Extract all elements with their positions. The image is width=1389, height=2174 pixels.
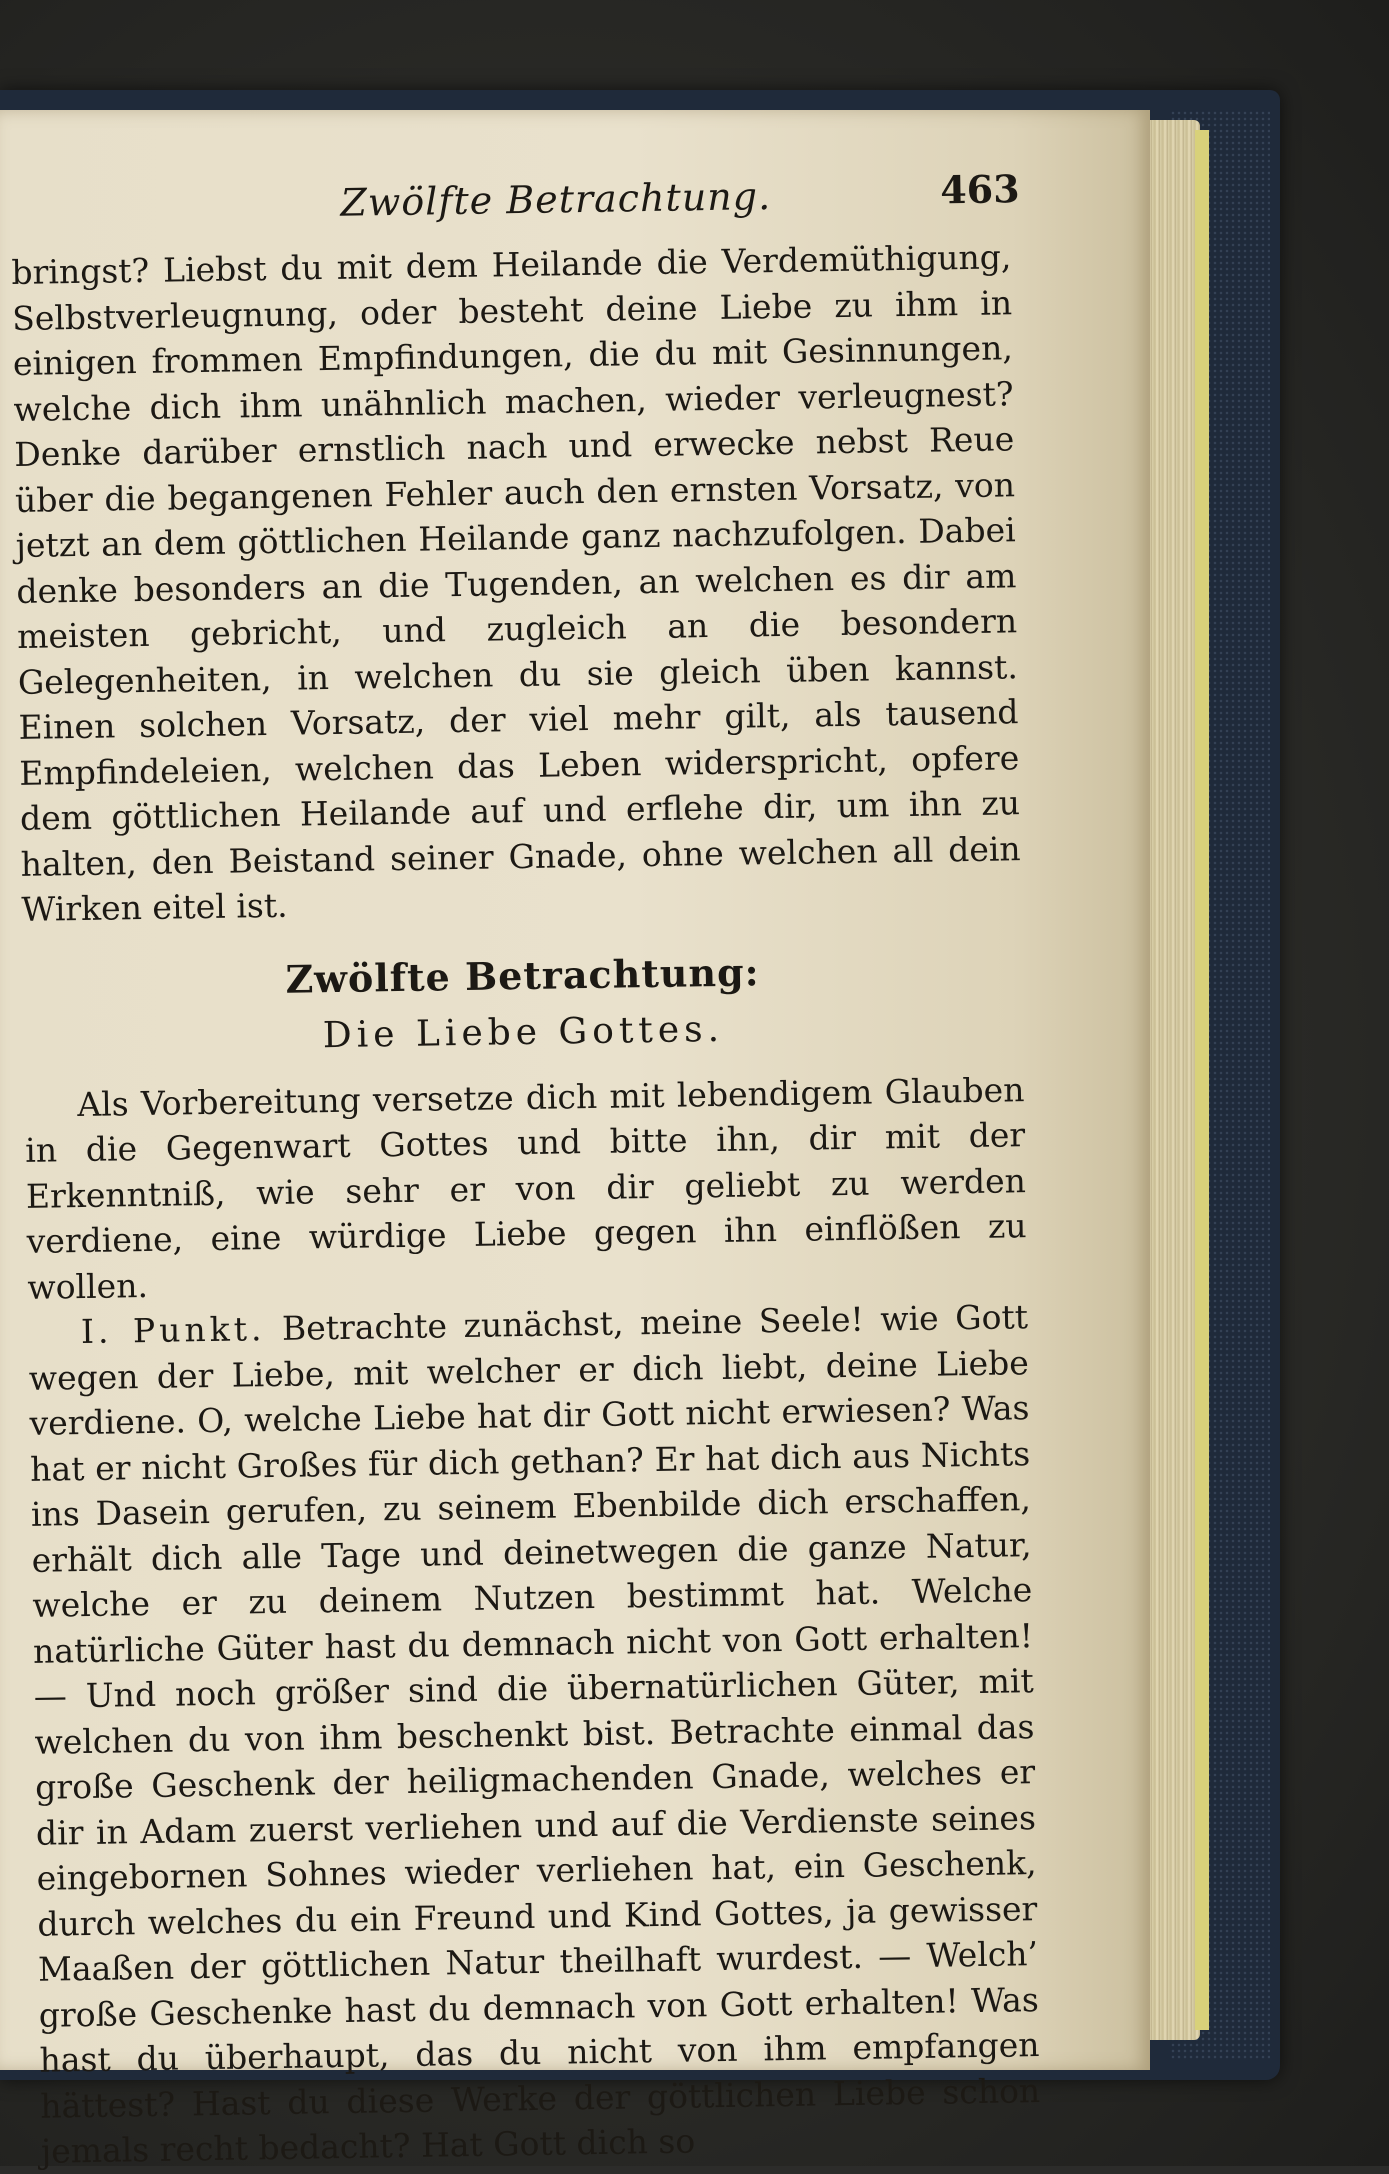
paragraph-continued: bringst? Liebst du mit dem Heilande die Verdemüthigung, Selbstverleugnung, oder besteht deine Liebe zu ihm in einigen frommen Empfindungen, die du mit Gesinnungen, welche dich ihm unähnlich machen, wieder verleugnest? Denke darüber ernstlich nach und erwecke nebst Reue über die begangenen Fehler auch den ernsten Vorsatz, von jetzt an dem göttlichen Heilande ganz nachzufolgen. Dabei denke besonders an die Tugenden, an welchen es dir am meisten gebricht, und zugleich an die besondern Gelegenheiten, in welchen du sie gleich üben kannst. Einen solchen Vorsatz, der viel mehr gilt, als tausend Empfindeleien, welchen das Leben widerspricht, opfere dem göttlichen Heilande auf und erflehe dir, um ihn zu halten, den Beistand seiner Gnade, ohne welchen all dein Wirken eitel ist. bbox=[11, 237, 1021, 929]
running-title: Zwölfte Betrachtung. bbox=[340, 174, 772, 225]
point-text: Betrachte zunächst, meine Seele! wie Gott wegen der Liebe, mit welcher er dich liebt, deine Liebe verdiene. O, welche Liebe hat dir Gott nicht erwiesen? Was hat er nicht Großes für dich gethan? Er hat dich aus Nichts ins Dasein gerufen, zu seinem Ebenbilde dich erschaffen, erhält dich alle Tage und deinetwegen die ganze Natur, welche er zu deinem Nutzen bestimmt hat. Welche natürliche Güter hast du demnach nicht von Gott erhalten! — Und noch größer sind die übernatürlichen Güter, mit welchen du von ihm beschenkt bist. Betrachte einmal das große Geschenk der heiligmachenden Gnade, welches er dir in Adam zuerst verliehen und auf die Verdienste seines eingebornen Sohnes wieder verliehen hat, ein Geschenk, durch welches du ein Freund und Kind Gottes, ja gewisser Maaßen der göttlichen Natur theilhaft wurdest. — Welch’ große Geschenke hast du demnach von Gott erhalten! Was hast du überhaupt, das du nicht von ihm empfangen hättest? Hast du diese Werke der göttlichen Liebe schon jemals recht bedacht? Hat Gott dich so bbox=[28, 1297, 1041, 2171]
page-number: 463 bbox=[939, 166, 1020, 213]
book-page bbox=[0, 110, 1150, 2171]
section-heading: Zwölfte Betrachtung: bbox=[285, 948, 760, 1002]
point-label: I. Punkt. bbox=[80, 1309, 266, 1352]
body-text bbox=[11, 234, 1041, 2174]
paragraph-preparation: Als Vorbereitung versetze dich mit lebendigem Glauben in die Gegenwart Gottes und bitte ihn, dir mit der Erkenntniß, wie sehr er von dir geliebt zu werden verdiene, eine würdige Liebe gegen ihn einflößen zu wollen. bbox=[24, 1069, 1027, 1307]
paragraph-point-one bbox=[28, 1294, 1041, 2174]
page-content bbox=[10, 164, 1041, 2174]
page-edge-strip bbox=[1195, 130, 1209, 2030]
section-subtitle: Die Liebe Gottes. bbox=[322, 1008, 725, 1056]
